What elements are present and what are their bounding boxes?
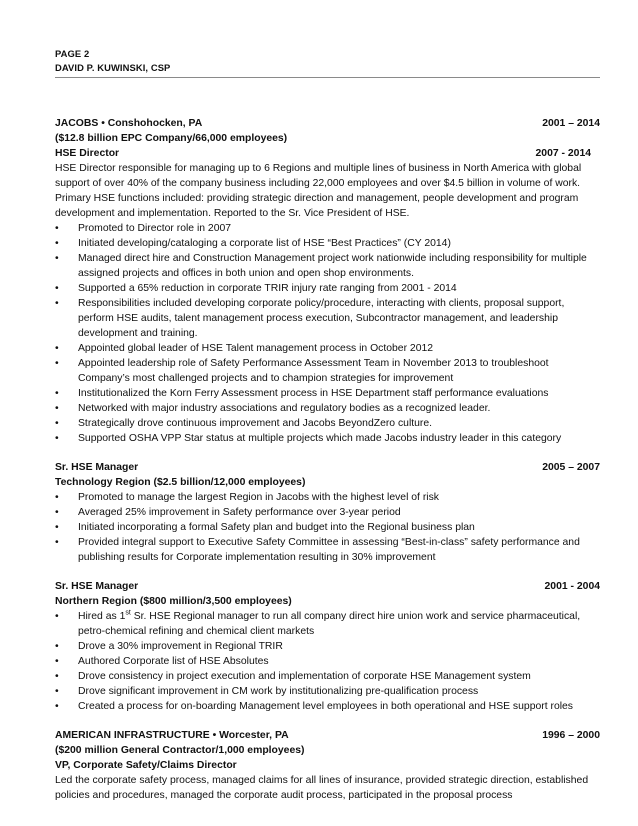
job-heading bbox=[55, 728, 600, 743]
achievement-list bbox=[55, 490, 600, 565]
bullet-icon: • bbox=[55, 418, 59, 429]
role-title: HSE Director bbox=[55, 148, 120, 159]
achievement-list bbox=[55, 221, 600, 446]
role-heading bbox=[55, 460, 600, 475]
bullet-icon: • bbox=[55, 686, 59, 697]
bullet-icon: • bbox=[55, 656, 59, 667]
list-item: • Appointed leadership role of Safety Performance Assessment Team in November 2013 to troubleshoot Company’s most challenged projects and to champion strategies for improvement bbox=[55, 358, 549, 384]
list-item: • Drove significant improvement in CM work by institutionalizing pre-qualification process bbox=[55, 686, 479, 697]
page-number: PAGE 2 bbox=[55, 48, 90, 59]
bullet-icon: • bbox=[55, 223, 59, 234]
job-dates: 1996 – 2000 bbox=[542, 730, 600, 741]
list-item: • Drove consistency in project execution and implementation of corporate HSE Management system bbox=[55, 671, 531, 682]
bullet-icon: • bbox=[55, 283, 59, 294]
bullet-icon: • bbox=[55, 671, 59, 682]
bullet-icon: • bbox=[55, 343, 59, 354]
job-american-infrastructure bbox=[55, 728, 600, 803]
role-title: Sr. HSE Manager bbox=[55, 581, 139, 592]
list-item: • Responsibilities included developing corporate policy/procedure, interacting with clients, proposal support, perform HSE audits, talent management process execution, Subcontractor management, and leadership development and training. bbox=[55, 298, 565, 339]
list-item: • Supported a 65% reduction in corporate TRIR injury rate ranging from 2001 - 2014 bbox=[55, 283, 457, 294]
author-name: DAVID P. KUWINSKI, CSP bbox=[55, 62, 171, 73]
achievement-list bbox=[55, 609, 600, 714]
list-item: • Hired as 1st Sr. HSE Regional manager to run all company direct hire union work and service pharmaceutical, petro-chemical refining and chemical client markets bbox=[55, 609, 581, 637]
list-item: • Authored Corporate list of HSE Absolutes bbox=[55, 656, 269, 667]
job-northern-region bbox=[55, 579, 600, 714]
job-heading bbox=[55, 116, 600, 131]
resume-page bbox=[55, 47, 600, 803]
separator-dot: • bbox=[212, 730, 217, 741]
list-item: • Promoted to manage the largest Region in Jacobs with the highest level of risk bbox=[55, 492, 439, 503]
bullet-icon: • bbox=[55, 253, 59, 264]
role-dates: 2007 - 2014 bbox=[535, 148, 591, 159]
list-item: • Promoted to Director role in 2007 bbox=[55, 223, 232, 234]
bullet-icon: • bbox=[55, 537, 59, 548]
role-heading bbox=[55, 579, 600, 594]
bullet-icon: • bbox=[55, 492, 59, 503]
bullet-icon: • bbox=[55, 611, 59, 622]
role-title: VP, Corporate Safety/Claims Director bbox=[55, 760, 237, 771]
job-jacobs bbox=[55, 116, 600, 446]
list-item: • Created a process for on-boarding Management level employees in both operational and HSE support roles bbox=[55, 701, 574, 712]
role-title: Sr. HSE Manager bbox=[55, 462, 139, 473]
separator-dot: • bbox=[101, 118, 105, 129]
bullet-icon: • bbox=[55, 298, 59, 309]
company-location: Conshohocken, PA bbox=[107, 118, 203, 129]
role-description: HSE Director responsible for managing up to 6 Regions and multiple lines of business in North America with global support of over 40% of the company business including 22,000 employees and over $4.5 billion in volume of work. Primary HSE functions included: providing strategic direction and management, people development and program development and implementation. Reported to the Sr. Vice President of HSE. bbox=[55, 163, 582, 219]
bullet-icon: • bbox=[55, 358, 59, 369]
job-dates: 2001 – 2014 bbox=[542, 118, 600, 129]
role-dates: 2001 - 2004 bbox=[544, 581, 600, 592]
bullet-icon: • bbox=[55, 507, 59, 518]
list-item: • Networked with major industry associations and regulatory bodies as a recognized leader. bbox=[55, 403, 491, 414]
list-item: • Strategically drove continuous improvement and Jacobs BeyondZero culture. bbox=[55, 418, 433, 429]
bullet-icon: • bbox=[55, 433, 59, 444]
job-technology-region bbox=[55, 460, 600, 565]
bullet-icon: • bbox=[55, 701, 59, 712]
list-item: • Drove a 30% improvement in Regional TRIR bbox=[55, 641, 283, 652]
role-heading bbox=[55, 146, 600, 161]
role-dates: 2005 – 2007 bbox=[542, 462, 600, 473]
role-description: Led the corporate safety process, managed claims for all lines of insurance, provided strategic direction, established policies and procedures, managed the corporate audit process, participated in the proposal process bbox=[55, 775, 589, 801]
company-subtitle: ($12.8 billion EPC Company/66,000 employees) bbox=[55, 133, 288, 144]
list-item: • Provided integral support to Executive Safety Committee in assessing “Best-in-class” safety performance and publishing results for Corporate implementation resulting in 30% improvement bbox=[55, 537, 580, 563]
list-item: • Initiated developing/cataloging a corporate list of HSE “Best Practices” (CY 2014) bbox=[55, 238, 451, 249]
company-name: AMERICAN INFRASTRUCTURE bbox=[55, 730, 210, 741]
region-subtitle: Northern Region ($800 million/3,500 employees) bbox=[55, 596, 292, 607]
region-subtitle: Technology Region ($2.5 billion/12,000 employees) bbox=[55, 477, 306, 488]
company-subtitle: ($200 million General Contractor/1,000 employees) bbox=[55, 745, 305, 756]
list-item: • Institutionalized the Korn Ferry Assessment process in HSE Department staff performance evaluations bbox=[55, 388, 549, 399]
bullet-icon: • bbox=[55, 388, 59, 399]
bullet-icon: • bbox=[55, 522, 59, 533]
bullet-icon: • bbox=[55, 238, 59, 249]
list-item: • Managed direct hire and Construction Management project work nationwide including responsibility for multiple assigned projects and offices in both union and open shop environments. bbox=[55, 253, 587, 279]
list-item: • Appointed global leader of HSE Talent management process in October 2012 bbox=[55, 343, 434, 354]
list-item: • Averaged 25% improvement in Safety performance over 3-year period bbox=[55, 507, 401, 518]
bullet-icon: • bbox=[55, 641, 59, 652]
bullet-icon: • bbox=[55, 403, 59, 414]
list-item: • Initiated incorporating a formal Safety plan and budget into the Regional business plan bbox=[55, 522, 475, 533]
company-location: Worcester, PA bbox=[219, 730, 289, 741]
list-item: • Supported OSHA VPP Star status at multiple projects which made Jacobs industry leader in this category bbox=[55, 433, 562, 444]
company-name: JACOBS bbox=[55, 118, 99, 129]
